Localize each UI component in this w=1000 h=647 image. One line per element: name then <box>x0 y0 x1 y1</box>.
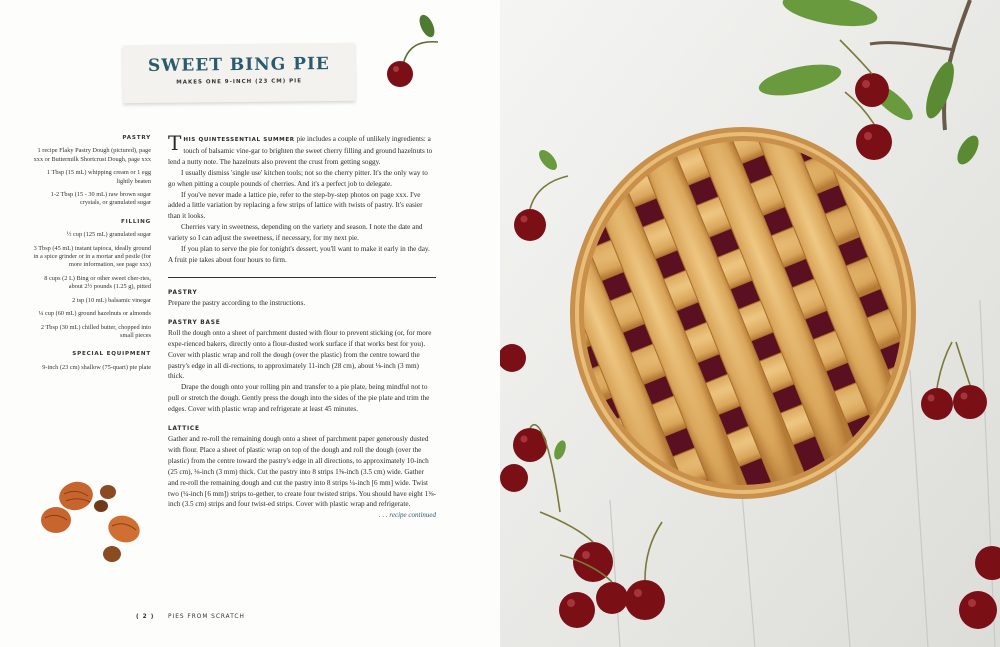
ingredient-item: 1 recipe Flaky Pastry Dough (pictured), page xxx or Buttermilk Shortcrust Dough, page xxx <box>33 147 151 163</box>
running-head: PIES FROM SCRATCH <box>168 614 245 620</box>
ingredient-item: ¼ cup (60 mL) ground hazelnuts or almonds <box>38 310 151 318</box>
cherry-illustration <box>380 10 450 92</box>
step-text: Drape the dough onto your rolling pin and transfer to a pie plate, being mindful not to pull or stretch the dough. Gently press the dough into the sides of the pie plate and trim the edges. Cover with plastic wrap and refrigerate at least 45 minutes. <box>168 383 430 414</box>
step-heading-pastry: PASTRY <box>168 289 198 296</box>
ingredient-item: 2 tsp (10 mL) balsamic vinegar <box>72 296 151 304</box>
recipe-body <box>168 131 436 521</box>
step-text: Gather and re-roll the remaining dough onto a sheet of parchment paper generously dusted with flour. Place a sheet of plastic wrap on top of the dough and roll the dough (over the plastic) from the centre toward the pastry's edge in all directions, to approximately 10-inch (25 cm), ⅛-inch (3 mm) thick. Cut the pastry into 8 strips 1⅜-inch (3.5 cm) wide. Gather and re-roll the remaining dough and cut the pastry into 8 strips ¼-inch [6 mm] wide. Twist two (¼-inch [6 mm]) strips to-gether, to create four twisted strips. You should have eight 1⅜-inch (3.5 cm) strips and four twist-ed strips. Cover with plastic wrap and refrigerate. <box>168 435 436 509</box>
ingredient-item: ½ cup (125 mL) granulated sugar <box>66 231 151 239</box>
step-heading-pastry-base: PASTRY BASE <box>168 319 221 326</box>
ingredients-pastry-heading: PASTRY <box>122 135 151 141</box>
step-text: Prepare the pastry according to the instructions. <box>168 298 306 307</box>
ingredient-item: 1-2 Tbsp (15 - 30 mL) raw brown sugar crystals, or granulated sugar <box>50 191 151 207</box>
recipe-continued-note: . . . recipe continued <box>378 511 436 520</box>
ingredient-item: 8 cups (2 L) Bing or other sweet cher-ries, about 2½ pounds (1.25 g), pitted <box>44 274 151 291</box>
ingredients-list <box>30 134 151 377</box>
intro-lead-in: HIS QUINTESSENTIAL SUMMER <box>183 137 295 143</box>
step-text: Roll the dough onto a sheet of parchment dusted with flour to prevent sticking (or, for more expe-rienced bakers, directly onto a flour-dusted work surface if that works best for you). Cover with plastic wrap and roll the dough (over the plastic) from the centre toward the pastry's edge in all di-rections, to approximately 11-inch (28 cm), about ⅛-inch (3 mm) thick. <box>168 328 432 381</box>
ingredient-item: 2 Tbsp (30 mL) chilled butter, chopped into small pieces <box>40 323 151 339</box>
pie-photo <box>500 0 1000 647</box>
equipment-item: 9-inch (23 cm) shallow (75-quart) pie plate <box>42 363 151 371</box>
pie-photo-illustration <box>500 0 1000 647</box>
section-divider <box>168 277 436 278</box>
ingredient-item: 3 Tbsp (45 mL) instant tapioca, ideally ground in a spice grinder or in a mortar and pestle (for more information, see page xxx) <box>33 244 151 269</box>
ingredients-filling-heading: FILLING <box>121 218 151 225</box>
drop-cap: T <box>168 131 182 155</box>
page-number: ( 2 ) <box>136 614 155 620</box>
hazelnut-illustration <box>36 474 146 574</box>
intro-paragraph: If you've never made a lattice pie, refer to the step-by-step photos on page xxx. I've added a little variation by replacing a few strips of lattice with twists of pastry. It's easier than it looks. <box>168 190 423 221</box>
title-banner <box>123 43 356 103</box>
ingredients-equipment-heading: SPECIAL EQUIPMENT <box>72 351 151 358</box>
intro-paragraph: If you plan to serve the pie for tonight's dessert, you'll want to make it early in the day. A fruit pie takes about four hours to firm. <box>168 245 430 264</box>
step-heading-lattice: LATTICE <box>168 426 200 433</box>
intro-paragraph: Cherries vary in sweetness, depending on the variety and season. I note the date and variety so I can adjust the sweetness, if necessary, for my next pie. <box>168 223 423 243</box>
recipe-yield: MAKES ONE 9-INCH (23 CM) PIE <box>176 78 302 86</box>
ingredient-item: 1 Tbsp (15 mL) whipping cream or 1 egg lightly beaten <box>46 169 151 185</box>
intro-paragraph: pie includes a couple of unlikely ingredients: a touch of balsamic vine-gar to brighten the sweet cherry filling and ground hazelnuts to lend a nutty note. The hazelnuts also prevent the crust from getting soggy. <box>168 135 433 166</box>
recipe-title: SWEET BING PIE <box>147 54 330 76</box>
intro-paragraph: I usually dismiss 'single use' kitchen tools; not so the cherry pitter. It's the only way to go when pitting a couple pounds of cherries. And it's a perfect job to delegate. <box>168 168 428 188</box>
